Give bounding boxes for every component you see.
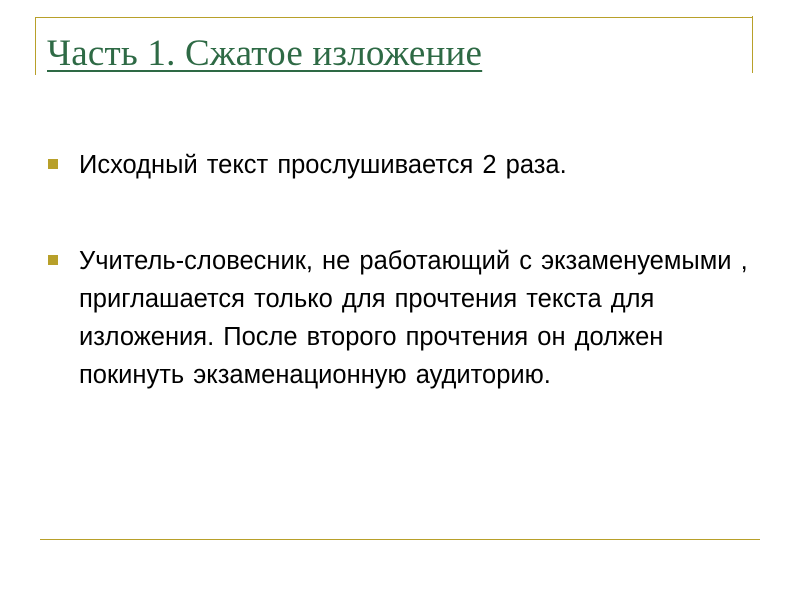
square-bullet-icon <box>48 159 58 169</box>
square-bullet-icon <box>48 255 58 265</box>
slide-title: Часть 1. Сжатое изложение <box>47 33 483 74</box>
bullet-text: Учитель-словесник, не работающий с экзаменуемыми , приглашается только для прочтения текста для изложения. После второго прочтения он должен покинуть экзаменационную аудиторию. <box>79 247 748 389</box>
title-frame-top-border <box>35 17 753 18</box>
bullet-list <box>48 146 748 394</box>
bullet-item <box>48 242 748 394</box>
bullet-text: Исходный текст прослушивается 2 раза. <box>79 151 567 179</box>
bottom-divider <box>40 539 760 540</box>
title-frame-left-border <box>35 17 36 75</box>
bullet-item <box>48 146 748 184</box>
